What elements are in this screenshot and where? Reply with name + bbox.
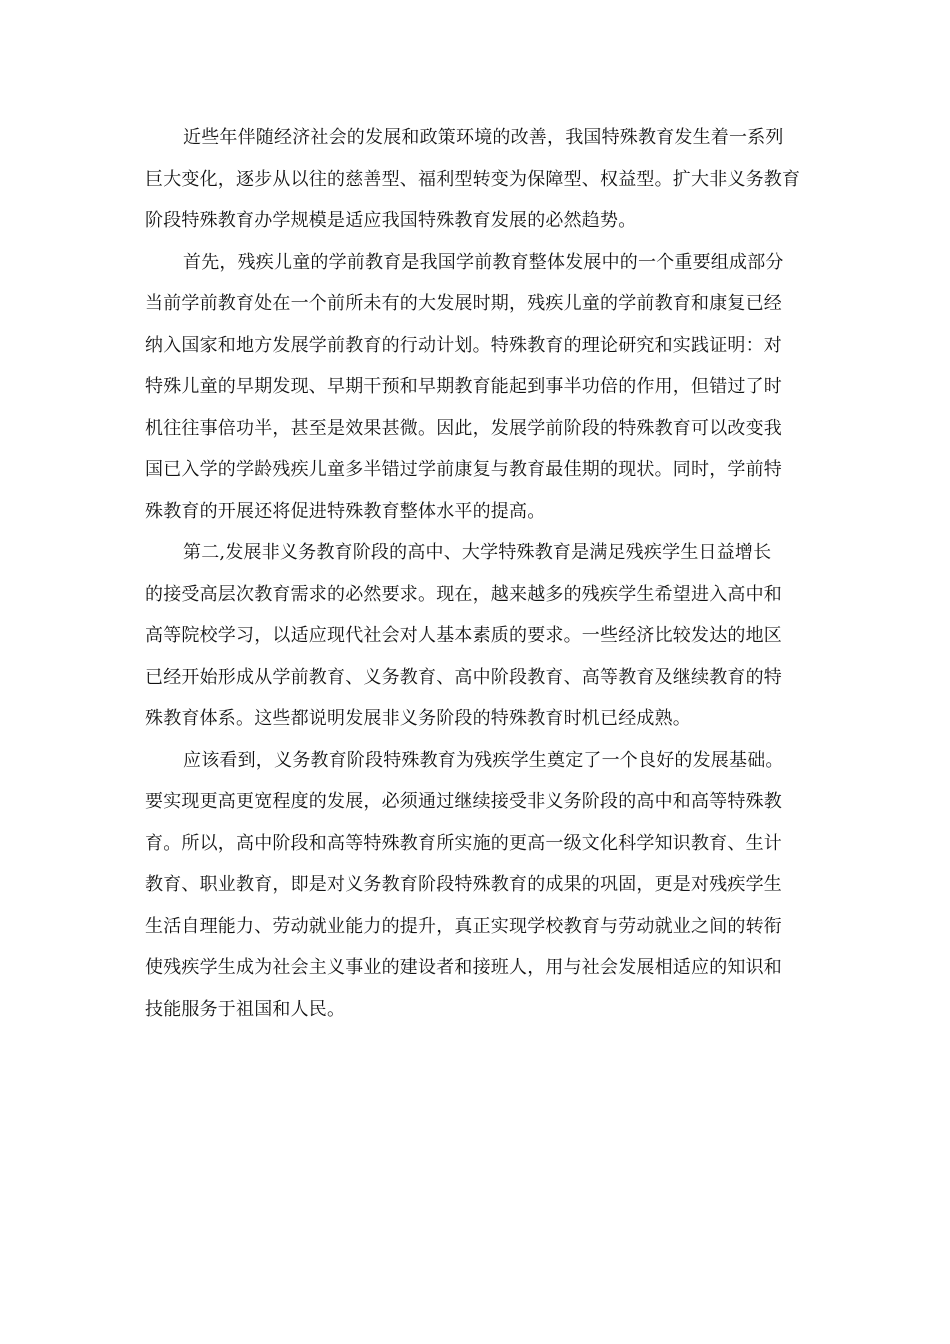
text-line: 国已入学的学龄残疾儿童多半错过学前康复与教育最佳期的现状。同时，学前特 <box>145 459 782 480</box>
text-line: 高等院校学习，以适应现代社会对人基本素质的要求。一些经济比较发达的地区 <box>145 625 782 646</box>
text-line: 首先，残疾儿童的学前教育是我国学前教育整体发展中的一个重要组成部分 <box>183 251 784 273</box>
paragraph-4 <box>145 740 810 1031</box>
text-line: 特殊儿童的早期发现、早期干预和早期教育能起到事半功倍的作用，但错过了时 <box>145 376 782 397</box>
text-line: 阶段特殊教育办学规模是适应我国特殊教育发展的必然趋势。 <box>145 210 637 231</box>
text-line: 技能服务于祖国和人民。 <box>145 998 346 1020</box>
text-line: 育。所以，高中阶段和高等特殊教育所实施的更高一级文化科学知识教育、生计 <box>145 832 782 854</box>
paragraph-3 <box>145 532 810 740</box>
paragraph-2 <box>145 242 810 533</box>
text-line: 要实现更高更宽程度的发展，必须通过继续接受非义务阶段的高中和高等特殊教 <box>145 791 782 812</box>
text-line: 第二,发展非义务教育阶段的高中、大学特殊教育是满足残疾学生日益增长 <box>183 542 772 563</box>
text-line: 教育、职业教育，即是对义务教育阶段特殊教育的成果的巩固，更是对残疾学生 <box>145 874 782 895</box>
text-line: 生活自理能力、劳动就业能力的提升，真正实现学校教育与劳动就业之间的转衔 <box>145 915 782 937</box>
text-line: 机往往事倍功半，甚至是效果甚微。因此，发展学前阶段的特殊教育可以改变我 <box>145 417 782 439</box>
document-body <box>145 117 810 1030</box>
text-line: 使残疾学生成为社会主义事业的建设者和接班人，用与社会发展相适应的知识和 <box>145 957 782 978</box>
text-line: 殊教育体系。这些都说明发展非义务阶段的特殊教育时机已经成熟。 <box>145 708 691 729</box>
text-line: 巨大变化，逐步从以往的慈善型、福利型转变为保障型、权益型。扩大非义务教育 <box>145 168 801 190</box>
text-line: 纳入国家和地方发展学前教育的行动计划。特殊教育的理论研究和实践证明：对 <box>145 334 782 356</box>
text-line: 近些年伴随经济社会的发展和政策环境的改善，我国特殊教育发生着一系列 <box>183 127 784 148</box>
paragraph-1 <box>145 117 810 242</box>
text-line: 应该看到，义务教育阶段特殊教育为残疾学生奠定了一个良好的发展基础。 <box>183 749 784 771</box>
text-line: 当前学前教育处在一个前所未有的大发展时期，残疾儿童的学前教育和康复已经 <box>145 293 782 314</box>
text-line: 已经开始形成从学前教育、义务教育、高中阶段教育、高等教育及继续教育的特 <box>145 666 782 688</box>
text-line: 的接受高层次教育需求的必然要求。现在，越来越多的残疾学生希望进入高中和 <box>145 583 782 605</box>
text-line: 殊教育的开展还将促进特殊教育整体水平的提高。 <box>145 500 546 522</box>
